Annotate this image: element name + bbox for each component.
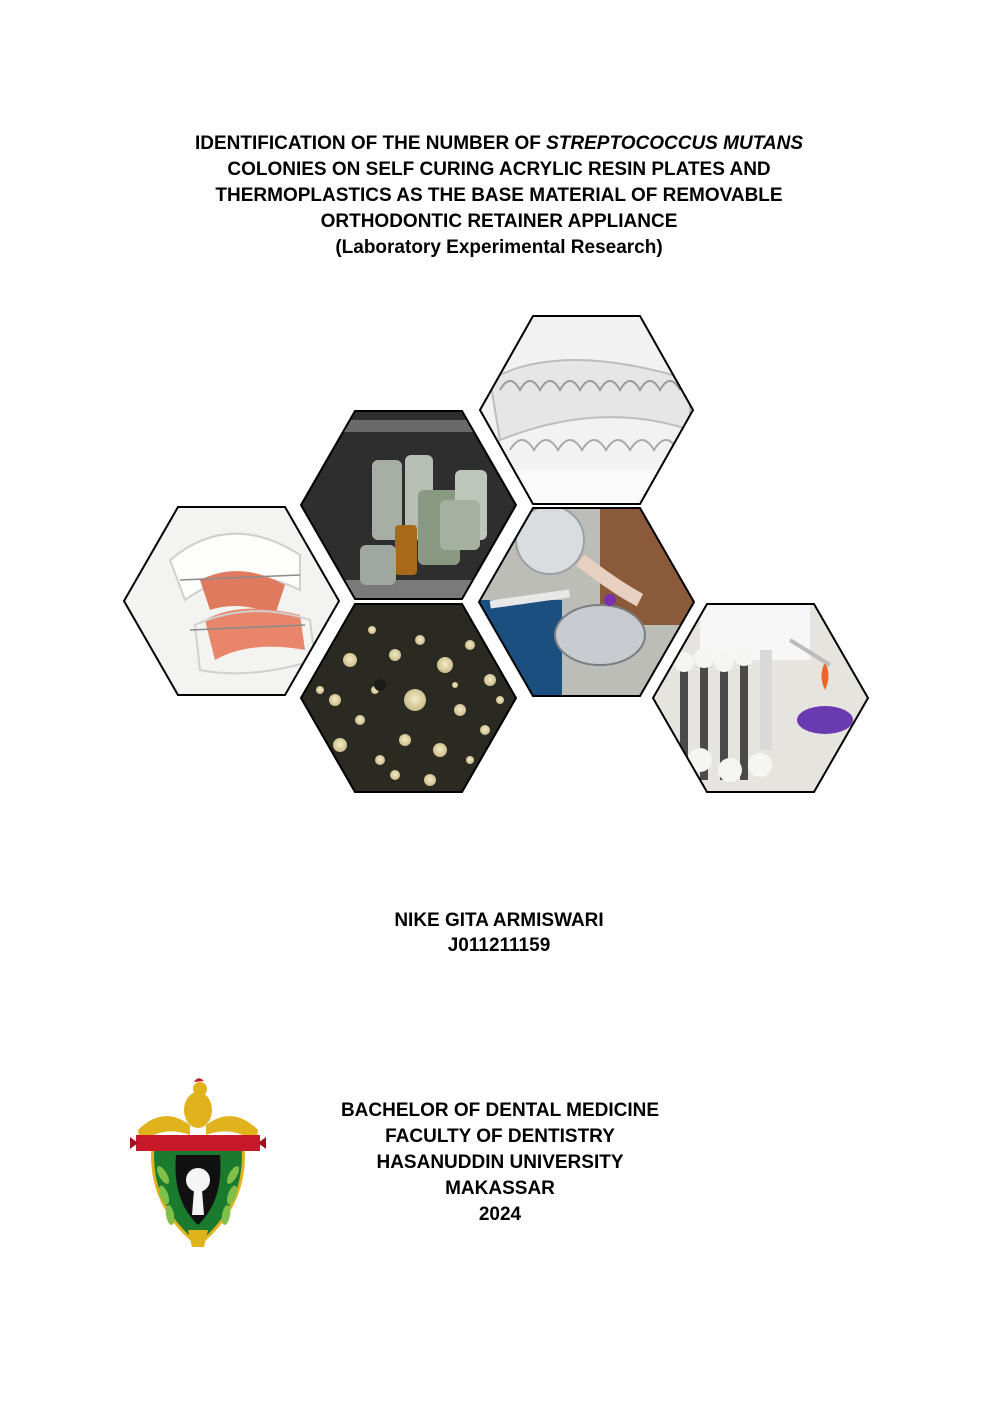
incubator-jars-photo: [295, 405, 525, 605]
test-tubes-flame-photo: [648, 598, 878, 798]
title-line-3: THERMOPLASTICS AS THE BASE MATERIAL OF REMOVABLE: [215, 185, 783, 206]
institution-block: [270, 1098, 730, 1228]
city-name: MAKASSAR: [445, 1178, 555, 1199]
student-id: J011211159: [447, 935, 551, 956]
bacterial-colonies-photo: [295, 598, 525, 798]
author-name: NIKE GITA ARMISWARI: [394, 910, 604, 931]
author-block: [0, 908, 998, 958]
species-name: STREPTOCOCCUS MUTANS: [546, 133, 803, 154]
title-subtitle: (Laboratory Experimental Research): [335, 237, 663, 258]
university-logo: [128, 1075, 268, 1255]
clear-aligner-photo: [470, 310, 700, 510]
title-line-4: ORTHODONTIC RETAINER APPLIANCE: [320, 211, 678, 232]
faculty-name: FACULTY OF DENTISTRY: [385, 1126, 615, 1147]
title-line-2: COLONIES ON SELF CURING ACRYLIC RESIN PLATES AND: [227, 159, 771, 180]
university-name: HASANUDDIN UNIVERSITY: [376, 1152, 624, 1173]
acrylic-retainer-photo: [118, 500, 348, 700]
petri-dish-lab-photo: [472, 500, 702, 700]
title-line-1: IDENTIFICATION OF THE NUMBER OF STREPTOCOCCUS MUTANS: [194, 133, 803, 154]
degree-program: BACHELOR OF DENTAL MEDICINE: [340, 1100, 660, 1121]
publication-year: 2024: [478, 1204, 522, 1225]
